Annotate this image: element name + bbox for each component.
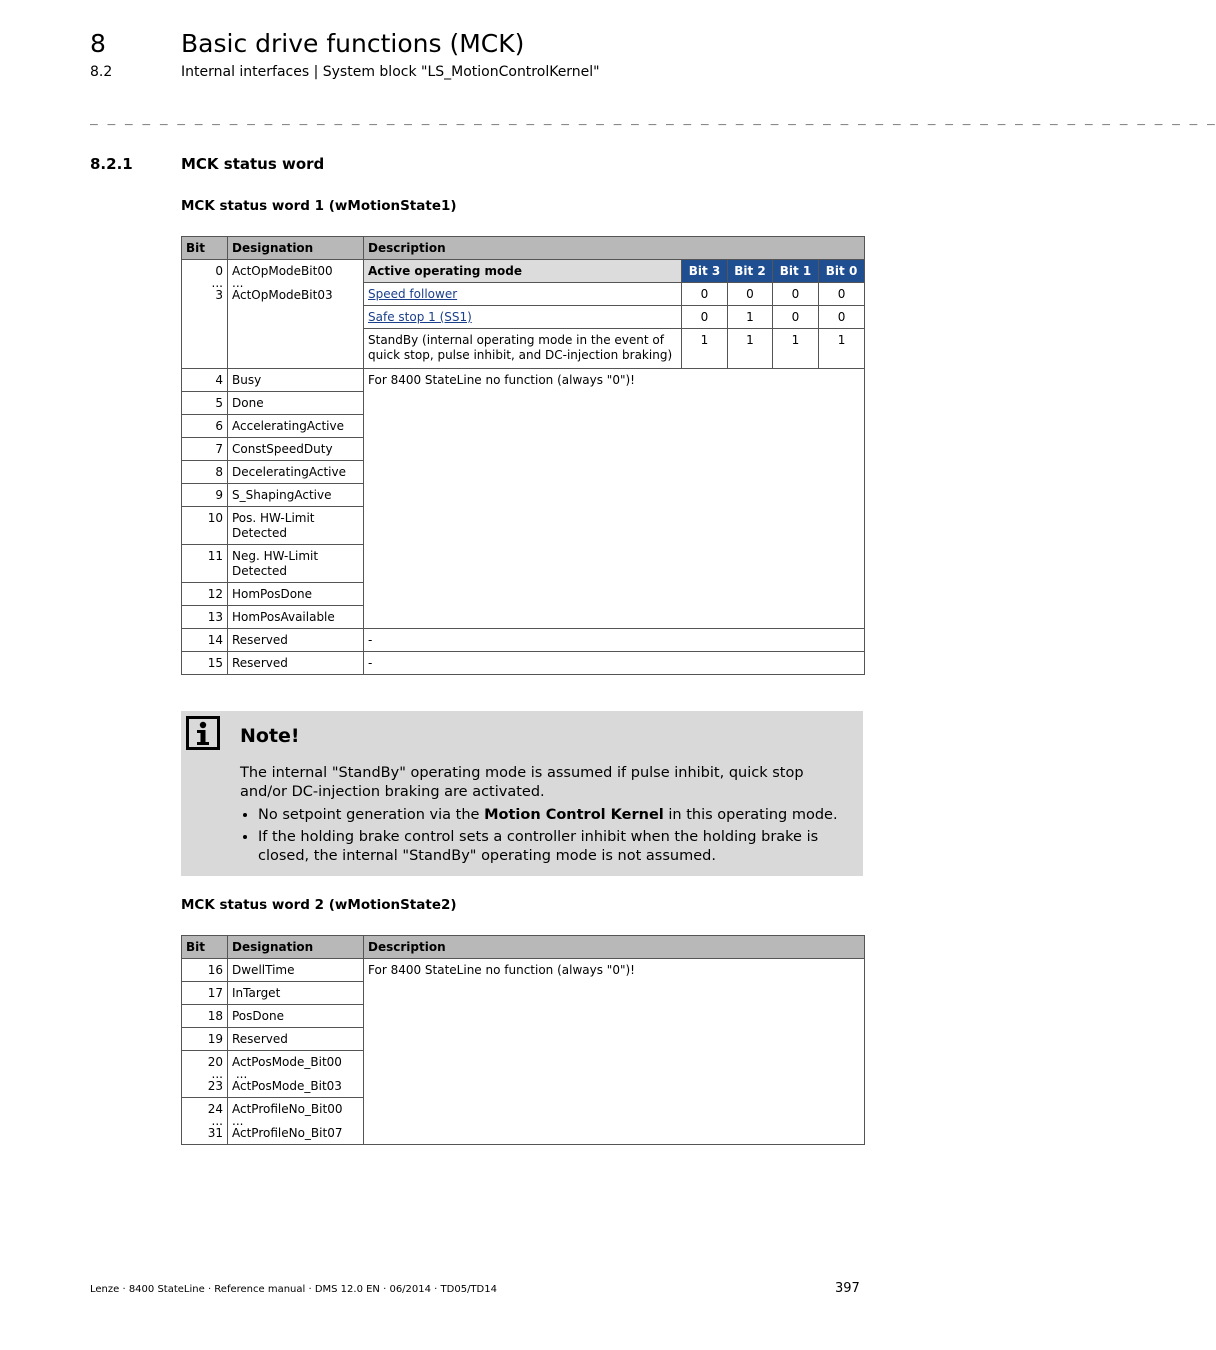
table-row: 10 Pos. HW-Limit Detected (182, 507, 865, 545)
header-designation: Designation (228, 237, 364, 260)
table-row: 16 DwellTime For 8400 StateLine no function (always "0")! (182, 959, 865, 982)
bit2-header: Bit 2 (728, 260, 773, 283)
note-title: Note! (240, 725, 300, 747)
table1-title: MCK status word 1 (wMotionState1) (181, 198, 457, 214)
table-row: 7 ConstSpeedDuty (182, 438, 865, 461)
note-list (240, 806, 852, 866)
safe-stop-link[interactable]: Safe stop 1 (SS1) (368, 310, 472, 324)
bit3-header: Bit 3 (682, 260, 728, 283)
designation-range-cell: ActOpModeBit00 ... ActOpModeBit03 (228, 260, 364, 369)
table-row: 18 PosDone (182, 1005, 865, 1028)
chapter-number: 8 (90, 29, 106, 58)
table-row: 6 AcceleratingActive (182, 415, 865, 438)
shared-description-cell: For 8400 StateLine no function (always "0")! (364, 959, 865, 1145)
table-row: 15 Reserved - (182, 652, 865, 675)
table-row: 24 ... 31 ActProfileNo_Bit00 ... ActProfileNo_Bit07 (182, 1098, 865, 1145)
table-row: StandBy (internal operating mode in the event of quick stop, pulse inhibit, and DC-injection braking) 1 1 1 1 (182, 329, 865, 369)
table2-title: MCK status word 2 (wMotionState2) (181, 897, 457, 913)
table-row: 4 Busy For 8400 StateLine no function (always "0")! (182, 369, 865, 392)
table-row: 8 DeceleratingActive (182, 461, 865, 484)
subsection-number: 8.2.1 (90, 155, 133, 173)
table-row: 9 S_ShapingActive (182, 484, 865, 507)
header-bit: Bit (182, 237, 228, 260)
table-row: 12 HomPosDone (182, 583, 865, 606)
subsection-title: MCK status word (181, 155, 325, 173)
table-row: 5 Done (182, 392, 865, 415)
shared-description-cell: For 8400 StateLine no function (always "0")! (364, 369, 865, 629)
footer-text: Lenze · 8400 StateLine · Reference manual · DMS 12.0 EN · 06/2014 · TD05/TD14 (90, 1284, 497, 1295)
list-item: • No setpoint generation via the Motion Control Kernel in this operating mode. (258, 806, 852, 825)
table-row: Safe stop 1 (SS1) 0 1 0 0 (182, 306, 865, 329)
table-header-row (182, 237, 865, 260)
header-separator: _ _ _ _ _ _ _ _ _ _ _ _ _ _ _ _ _ _ _ _ _ _ _ _ _ _ _ _ _ _ _ _ _ _ _ _ _ _ _ _ _ _ _ _ _ _ _ _ _ _ _ _ _ _ _ _ _ _ _ _ _ _ _ _ _ (90, 111, 1216, 126)
table-header-row (182, 936, 865, 959)
section-title: Internal interfaces | System block "LS_MotionControlKernel" (181, 64, 600, 80)
active-operating-mode-header: Active operating mode (364, 260, 682, 283)
table-row: 13 HomPosAvailable (182, 606, 865, 629)
header-designation: Designation (228, 936, 364, 959)
chapter-title: Basic drive functions (MCK) (181, 29, 525, 58)
table-row: Speed follower 0 0 0 0 (182, 283, 865, 306)
bit0-header: Bit 0 (819, 260, 865, 283)
table-row: 19 Reserved (182, 1028, 865, 1051)
table-row: 17 InTarget (182, 982, 865, 1005)
page-number: 397 (835, 1281, 860, 1296)
header-description: Description (364, 237, 865, 260)
table-row: 20 ... 23 ActPosMode_Bit00 ... ActPosMode_Bit03 (182, 1051, 865, 1098)
bit-range-cell: 0 ... 3 (182, 260, 228, 369)
table-row: 14 Reserved - (182, 629, 865, 652)
note-paragraph: The internal "StandBy" operating mode is assumed if pulse inhibit, quick stop and/or DC-injection braking are activated. (240, 765, 804, 800)
standby-mode-cell: StandBy (internal operating mode in the event of quick stop, pulse inhibit, and DC-injection braking) (364, 329, 682, 369)
status-word-2-table (181, 935, 865, 1145)
speed-follower-link[interactable]: Speed follower (368, 287, 458, 301)
status-word-1-table (181, 236, 865, 675)
header-bit: Bit (182, 936, 228, 959)
note-body (240, 764, 852, 869)
bit1-header: Bit 1 (773, 260, 819, 283)
list-item: • If the holding brake control sets a controller inhibit when the holding brake is closed, the internal "StandBy" operating mode is not assumed. (258, 828, 852, 866)
header-description: Description (364, 936, 865, 959)
section-number: 8.2 (90, 64, 113, 80)
table-row: 11 Neg. HW-Limit Detected (182, 545, 865, 583)
table-row (182, 260, 865, 283)
info-icon (186, 716, 220, 750)
